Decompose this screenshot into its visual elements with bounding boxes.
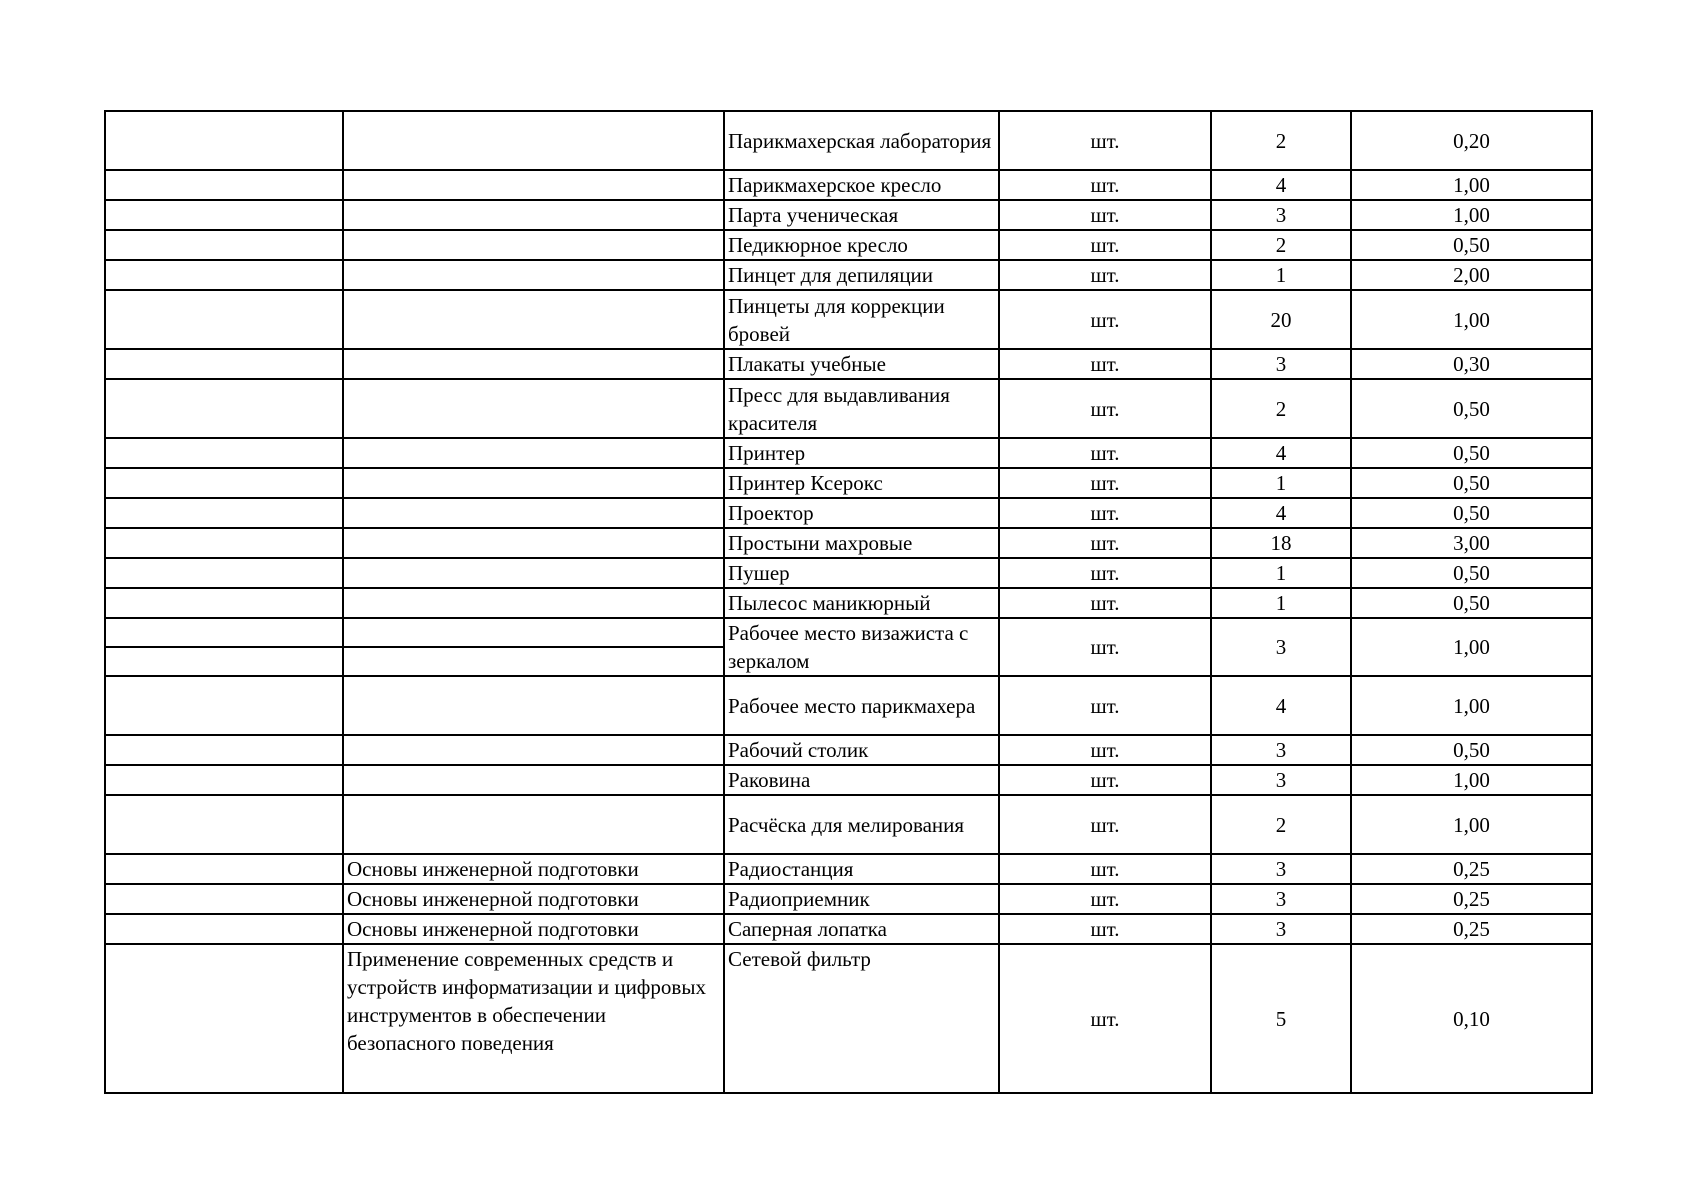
code-cell <box>105 170 343 200</box>
unit-cell: шт. <box>999 111 1211 170</box>
item-name-cell: Принтер Ксерокс <box>724 468 999 498</box>
code-cell <box>105 498 343 528</box>
table-row <box>105 735 1592 765</box>
table-row <box>105 379 1592 438</box>
subject-cell <box>343 438 724 468</box>
code-cell <box>105 765 343 795</box>
item-name-cell: Принтер <box>724 438 999 468</box>
unit-cell: шт. <box>999 438 1211 468</box>
unit-cell: шт. <box>999 854 1211 884</box>
item-name-cell: Парикмахерское кресло <box>724 170 999 200</box>
table-row <box>105 588 1592 618</box>
item-name-cell: Плакаты учебные <box>724 349 999 379</box>
item-name-cell: Радиостанция <box>724 854 999 884</box>
code-cell <box>105 200 343 230</box>
norm-cell: 0,50 <box>1351 558 1592 588</box>
unit-cell: шт. <box>999 558 1211 588</box>
table-row <box>105 111 1592 170</box>
quantity-cell: 2 <box>1211 379 1351 438</box>
unit-cell: шт. <box>999 230 1211 260</box>
item-name-cell: Рабочее место парикмахера <box>724 676 999 735</box>
unit-cell: шт. <box>999 618 1211 676</box>
table-row <box>105 468 1592 498</box>
unit-cell: шт. <box>999 944 1211 1093</box>
quantity-cell: 18 <box>1211 528 1351 558</box>
item-name-cell: Пушер <box>724 558 999 588</box>
subject-cell <box>343 676 724 735</box>
norm-cell: 0,25 <box>1351 854 1592 884</box>
unit-cell: шт. <box>999 498 1211 528</box>
unit-cell: шт. <box>999 290 1211 349</box>
unit-cell: шт. <box>999 260 1211 290</box>
subject-cell <box>343 618 724 647</box>
table-row <box>105 438 1592 468</box>
code-cell <box>105 260 343 290</box>
unit-cell: шт. <box>999 528 1211 558</box>
quantity-cell: 3 <box>1211 200 1351 230</box>
quantity-cell: 3 <box>1211 914 1351 944</box>
code-cell <box>105 230 343 260</box>
code-cell <box>105 349 343 379</box>
code-cell <box>105 676 343 735</box>
subject-cell <box>343 528 724 558</box>
quantity-cell: 1 <box>1211 468 1351 498</box>
table-row <box>105 230 1592 260</box>
subject-cell <box>343 260 724 290</box>
table-row <box>105 528 1592 558</box>
subject-cell <box>343 468 724 498</box>
quantity-cell: 3 <box>1211 854 1351 884</box>
subject-cell <box>343 558 724 588</box>
code-cell <box>105 528 343 558</box>
code-cell <box>105 379 343 438</box>
norm-cell: 1,00 <box>1351 765 1592 795</box>
quantity-cell: 2 <box>1211 230 1351 260</box>
quantity-cell: 5 <box>1211 944 1351 1093</box>
code-cell <box>105 438 343 468</box>
subject-cell <box>343 230 724 260</box>
quantity-cell: 3 <box>1211 735 1351 765</box>
subject-cell <box>343 795 724 854</box>
item-name-cell: Парикмахерская лаборатория <box>724 111 999 170</box>
item-name-cell: Простыни махровые <box>724 528 999 558</box>
quantity-cell: 20 <box>1211 290 1351 349</box>
norm-cell: 0,50 <box>1351 498 1592 528</box>
equipment-table <box>104 110 1593 1094</box>
unit-cell: шт. <box>999 676 1211 735</box>
code-cell <box>105 588 343 618</box>
norm-cell: 1,00 <box>1351 200 1592 230</box>
table-row <box>105 260 1592 290</box>
subject-cell <box>343 588 724 618</box>
item-name-cell: Проектор <box>724 498 999 528</box>
unit-cell: шт. <box>999 795 1211 854</box>
unit-cell: шт. <box>999 379 1211 438</box>
item-name-cell: Сетевой фильтр <box>724 944 999 1093</box>
table-row <box>105 290 1592 349</box>
item-name-cell: Пинцеты для коррекции бровей <box>724 290 999 349</box>
item-name-cell: Раковина <box>724 765 999 795</box>
table-row <box>105 170 1592 200</box>
unit-cell: шт. <box>999 914 1211 944</box>
norm-cell: 1,00 <box>1351 170 1592 200</box>
subject-cell <box>343 290 724 349</box>
subject-cell <box>343 735 724 765</box>
code-cell <box>105 944 343 1093</box>
subject-cell <box>343 111 724 170</box>
subject-cell <box>343 765 724 795</box>
norm-cell: 2,00 <box>1351 260 1592 290</box>
item-name-cell: Радиоприемник <box>724 884 999 914</box>
unit-cell: шт. <box>999 349 1211 379</box>
code-cell <box>105 647 343 676</box>
norm-cell: 1,00 <box>1351 618 1592 676</box>
unit-cell: шт. <box>999 170 1211 200</box>
quantity-cell: 4 <box>1211 498 1351 528</box>
table-row <box>105 944 1592 1093</box>
table-row <box>105 676 1592 735</box>
quantity-cell: 4 <box>1211 676 1351 735</box>
unit-cell: шт. <box>999 765 1211 795</box>
quantity-cell: 3 <box>1211 618 1351 676</box>
code-cell <box>105 854 343 884</box>
norm-cell: 1,00 <box>1351 795 1592 854</box>
table-row <box>105 765 1592 795</box>
table-row <box>105 558 1592 588</box>
subject-cell <box>343 170 724 200</box>
norm-cell: 0,50 <box>1351 379 1592 438</box>
norm-cell: 0,25 <box>1351 884 1592 914</box>
quantity-cell: 4 <box>1211 438 1351 468</box>
norm-cell: 0,50 <box>1351 230 1592 260</box>
unit-cell: шт. <box>999 468 1211 498</box>
quantity-cell: 3 <box>1211 349 1351 379</box>
table-row <box>105 349 1592 379</box>
table-row <box>105 498 1592 528</box>
norm-cell: 0,50 <box>1351 438 1592 468</box>
norm-cell: 0,50 <box>1351 588 1592 618</box>
unit-cell: шт. <box>999 884 1211 914</box>
quantity-cell: 3 <box>1211 884 1351 914</box>
quantity-cell: 4 <box>1211 170 1351 200</box>
code-cell <box>105 618 343 647</box>
subject-cell: Основы инженерной подготовки <box>343 914 724 944</box>
norm-cell: 0,50 <box>1351 468 1592 498</box>
norm-cell: 3,00 <box>1351 528 1592 558</box>
norm-cell: 0,50 <box>1351 735 1592 765</box>
quantity-cell: 3 <box>1211 765 1351 795</box>
item-name-cell: Расчёска для мелирования <box>724 795 999 854</box>
table-row <box>105 854 1592 884</box>
quantity-cell: 1 <box>1211 260 1351 290</box>
table-row <box>105 200 1592 230</box>
code-cell <box>105 111 343 170</box>
code-cell <box>105 290 343 349</box>
table-row <box>105 914 1592 944</box>
subject-cell <box>343 200 724 230</box>
quantity-cell: 2 <box>1211 111 1351 170</box>
item-name-cell: Пресс для выдавливания красителя <box>724 379 999 438</box>
code-cell <box>105 914 343 944</box>
quantity-cell: 1 <box>1211 558 1351 588</box>
subject-cell <box>343 379 724 438</box>
item-name-cell: Парта ученическая <box>724 200 999 230</box>
table-row <box>105 884 1592 914</box>
unit-cell: шт. <box>999 588 1211 618</box>
unit-cell: шт. <box>999 735 1211 765</box>
norm-cell: 1,00 <box>1351 290 1592 349</box>
table-row <box>105 618 1592 647</box>
quantity-cell: 2 <box>1211 795 1351 854</box>
subject-cell: Применение современных средств и устройств информатизации и цифровых инструментов в обеспечении безопасного поведения <box>343 944 724 1093</box>
item-name-cell: Педикюрное кресло <box>724 230 999 260</box>
item-name-cell: Саперная лопатка <box>724 914 999 944</box>
item-name-cell: Рабочее место визажиста с зеркалом <box>724 618 999 676</box>
norm-cell: 0,25 <box>1351 914 1592 944</box>
norm-cell: 1,00 <box>1351 676 1592 735</box>
norm-cell: 0,20 <box>1351 111 1592 170</box>
item-name-cell: Рабочий столик <box>724 735 999 765</box>
norm-cell: 0,30 <box>1351 349 1592 379</box>
code-cell <box>105 468 343 498</box>
code-cell <box>105 795 343 854</box>
code-cell <box>105 884 343 914</box>
item-name-cell: Пинцет для депиляции <box>724 260 999 290</box>
norm-cell: 0,10 <box>1351 944 1592 1093</box>
quantity-cell: 1 <box>1211 588 1351 618</box>
subject-cell: Основы инженерной подготовки <box>343 884 724 914</box>
subject-cell <box>343 349 724 379</box>
code-cell <box>105 735 343 765</box>
table-row <box>105 795 1592 854</box>
subject-cell <box>343 498 724 528</box>
subject-cell: Основы инженерной подготовки <box>343 854 724 884</box>
code-cell <box>105 558 343 588</box>
unit-cell: шт. <box>999 200 1211 230</box>
subject-cell <box>343 647 724 676</box>
item-name-cell: Пылесос маникюрный <box>724 588 999 618</box>
